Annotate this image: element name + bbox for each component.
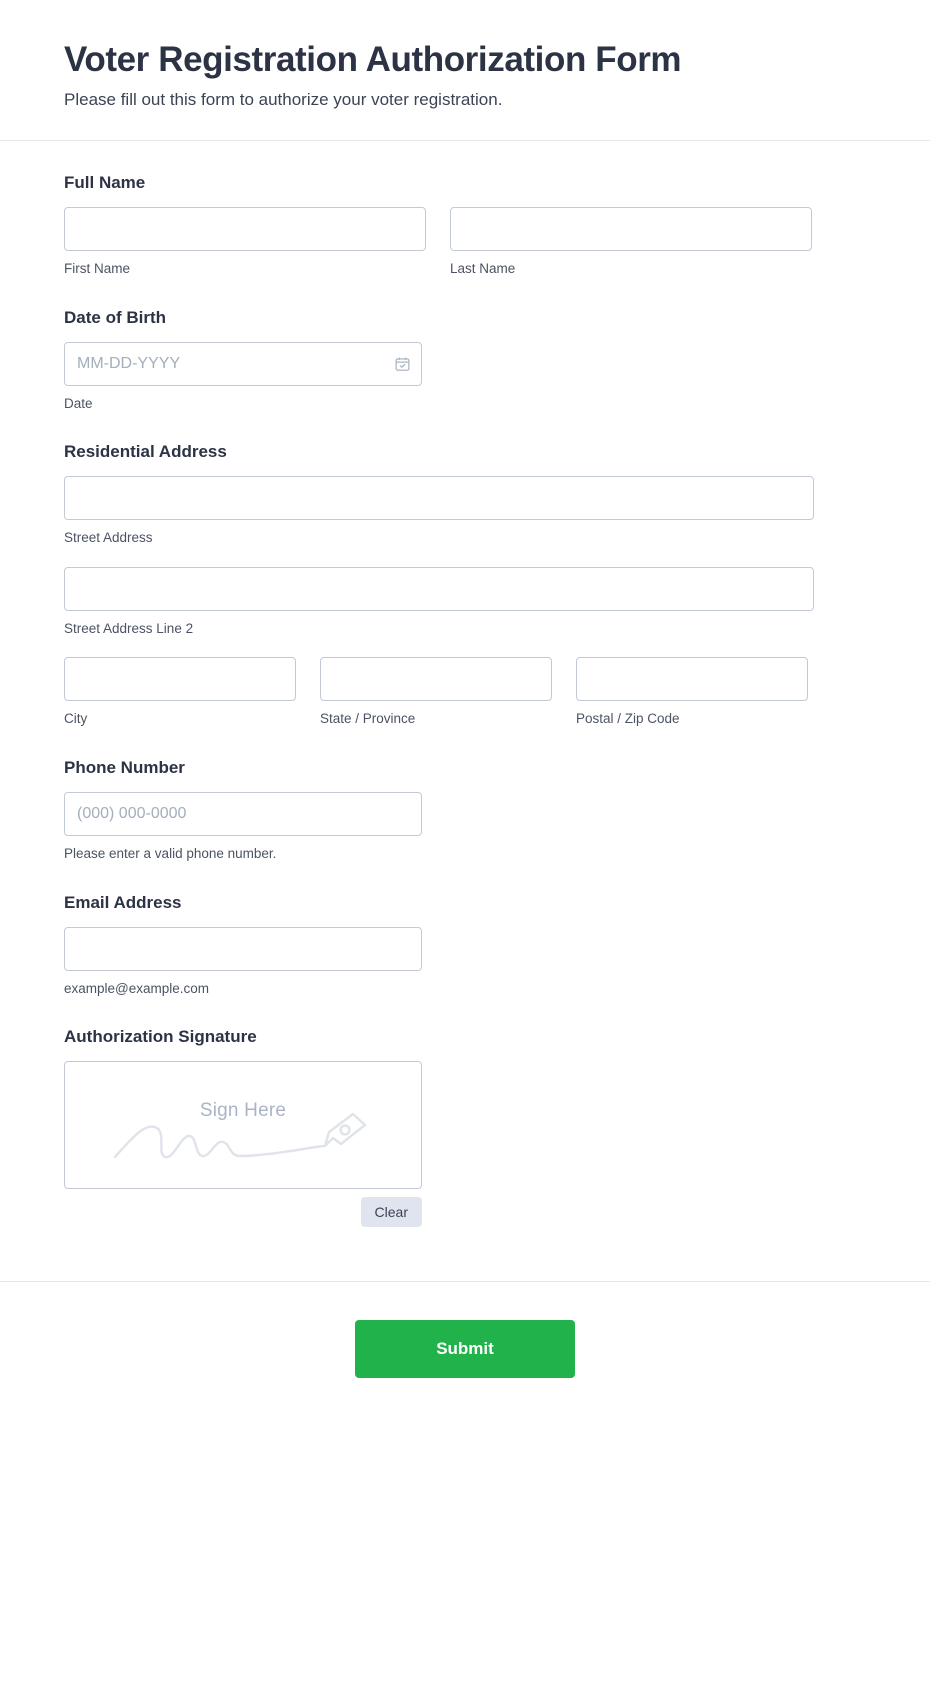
email-sublabel: example@example.com (64, 980, 210, 996)
signature-pad[interactable] (64, 1061, 422, 1189)
field-email-address (64, 893, 866, 998)
last-name-group (450, 207, 812, 278)
phone-group (64, 792, 422, 863)
postal-code-input[interactable] (576, 657, 808, 701)
date-of-birth-sublabel: Date (64, 395, 93, 411)
address-label: Residential Address (64, 442, 227, 462)
form-header (0, 0, 930, 141)
city-group (64, 657, 296, 728)
last-name-sublabel: Last Name (450, 261, 516, 277)
first-name-group (64, 207, 426, 278)
state-group (320, 657, 552, 728)
street-address-2-group (64, 567, 814, 638)
form-body (0, 141, 930, 1281)
postal-code-group (576, 657, 808, 728)
signature-actions (64, 1197, 422, 1227)
signature-hint: Sign Here (199, 1100, 287, 1122)
state-sublabel: State / Province (320, 711, 416, 727)
street-address-input[interactable] (64, 476, 814, 520)
city-input[interactable] (64, 657, 296, 701)
state-input[interactable] (320, 657, 552, 701)
street-address-2-sublabel: Street Address Line 2 (64, 620, 194, 636)
submit-button[interactable]: Submit (355, 1320, 575, 1378)
signature-placeholder-graphic (65, 1062, 422, 1189)
field-phone-number (64, 758, 866, 863)
date-of-birth-label: Date of Birth (64, 307, 166, 327)
field-full-name (64, 173, 866, 278)
clear-signature-button[interactable]: Clear (361, 1197, 422, 1227)
last-name-input[interactable] (450, 207, 812, 251)
city-state-zip-row (64, 657, 866, 728)
email-label: Email Address (64, 892, 182, 912)
field-residential-address (64, 442, 866, 728)
date-of-birth-input[interactable] (64, 342, 422, 386)
city-sublabel: City (64, 711, 88, 727)
phone-sublabel: Please enter a valid phone number. (64, 845, 277, 861)
email-input[interactable] (64, 927, 422, 971)
full-name-label: Full Name (64, 173, 146, 193)
field-date-of-birth (64, 308, 866, 413)
first-name-sublabel: First Name (64, 261, 131, 277)
street-address-2-input[interactable] (64, 567, 814, 611)
field-authorization-signature (64, 1027, 866, 1227)
first-name-input[interactable] (64, 207, 426, 251)
postal-code-sublabel: Postal / Zip Code (576, 711, 680, 727)
phone-label: Phone Number (64, 757, 185, 777)
form-footer (0, 1281, 930, 1430)
street-address-group (64, 476, 814, 547)
page-subtitle: Please fill out this form to authorize your voter registration. (64, 90, 503, 110)
email-group (64, 927, 422, 998)
pen-icon (325, 1114, 365, 1146)
phone-input[interactable] (64, 792, 422, 836)
street-address-sublabel: Street Address (64, 530, 153, 546)
full-name-row (64, 207, 866, 278)
page-title: Voter Registration Authorization Form (64, 40, 682, 79)
signature-label: Authorization Signature (64, 1027, 257, 1047)
date-of-birth-group (64, 342, 422, 386)
